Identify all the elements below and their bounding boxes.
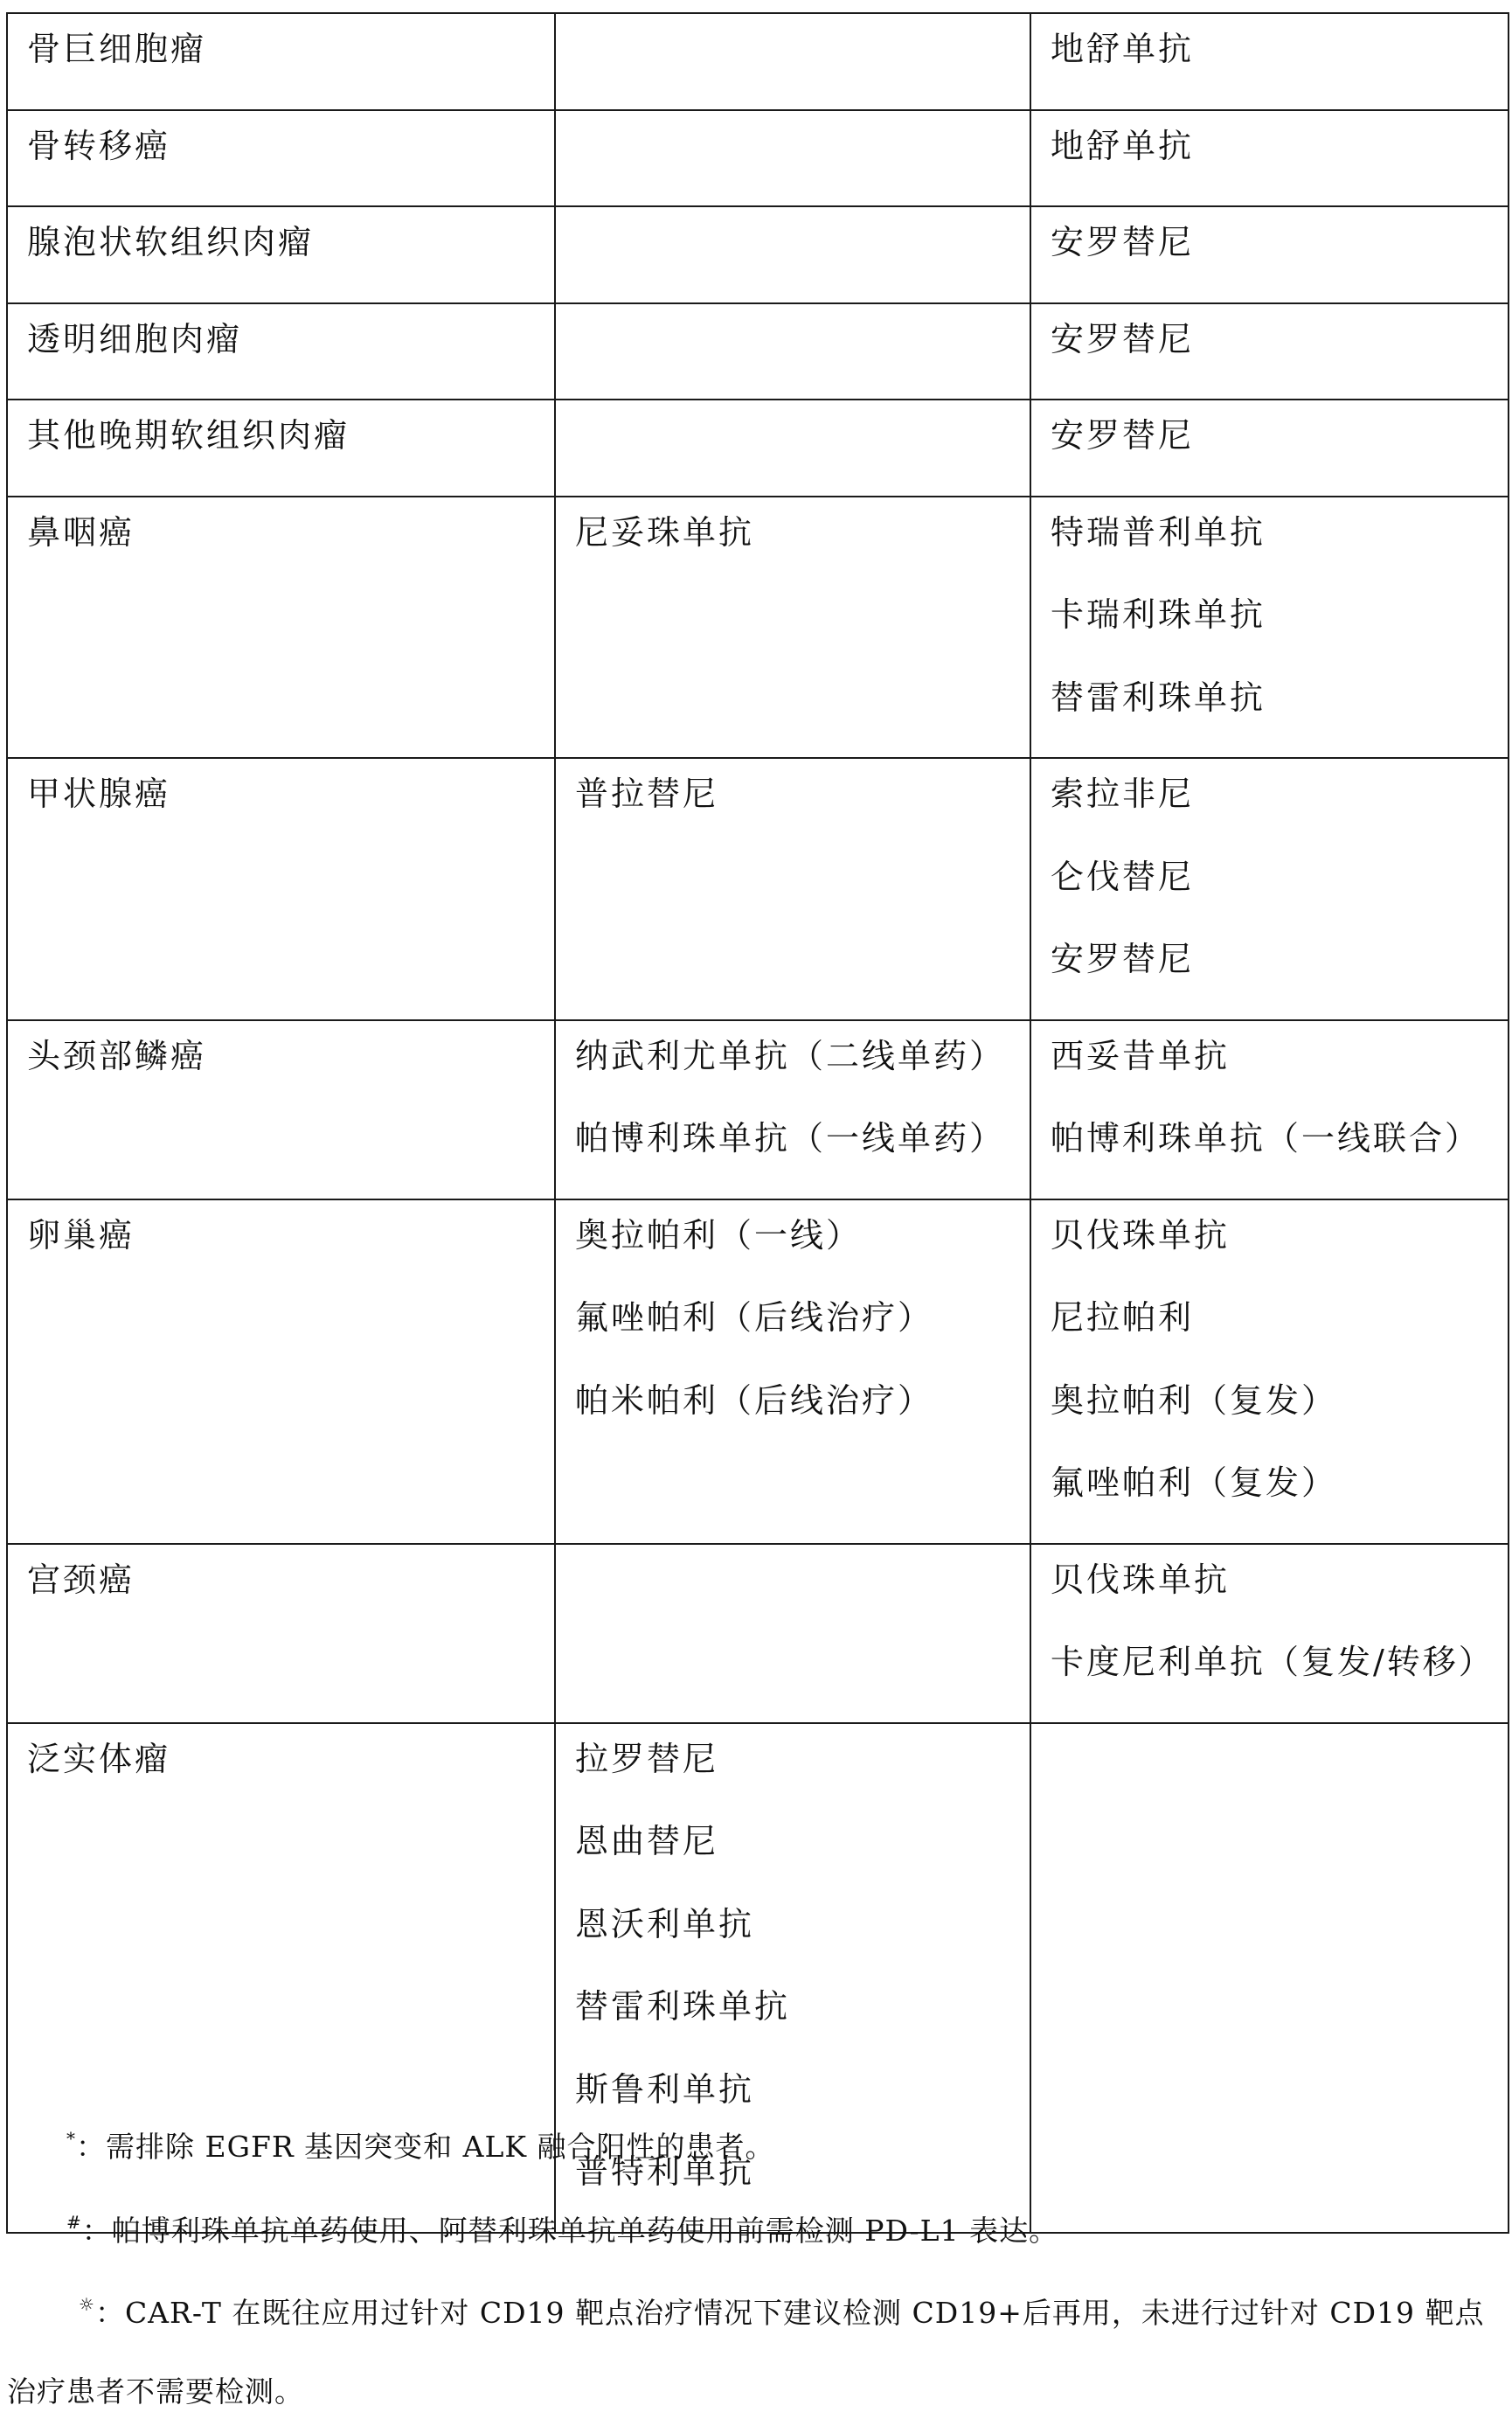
- drug-cell-col2: [555, 400, 1030, 497]
- drug-name: 贝伐珠单抗: [1051, 1560, 1231, 1599]
- table-row: [7, 13, 1509, 110]
- footnote-text: ：帕博利珠单抗单药使用、阿替利珠单抗单药使用前需检测 PD-L1 表达。: [81, 2214, 1059, 2248]
- drug-name: 仑伐替尼: [1051, 857, 1195, 896]
- drug-name: 替雷利珠单抗: [575, 1987, 791, 2026]
- footnote-mark: #: [66, 2212, 82, 2233]
- drug-name: 尼妥珠单抗: [575, 512, 755, 552]
- drug-cell-col3: [1030, 303, 1509, 400]
- cancer-type-label: 骨巨细胞瘤: [27, 30, 207, 68]
- drug-cell-col2: [555, 1199, 1030, 1544]
- cancer-type-cell: [7, 303, 555, 400]
- drug-name: 恩曲替尼: [575, 1822, 719, 1860]
- drug-name: 氟唑帕利（复发）: [1051, 1463, 1338, 1502]
- cancer-type-cell: [7, 1199, 555, 1544]
- drug-cell-col2: [555, 1020, 1030, 1199]
- drug-cell-col2: [555, 497, 1030, 759]
- table-row: [7, 1020, 1509, 1199]
- drug-name: 普特利单抗: [575, 2152, 755, 2191]
- footnote-asterisk: [66, 2116, 775, 2170]
- cancer-type-label: 甲状腺癌: [27, 775, 171, 813]
- drug-name: 卡度尼利单抗（复发/转移）: [1051, 1643, 1495, 1681]
- cancer-type-label: 宫颈癌: [27, 1560, 135, 1599]
- drug-name: 氟唑帕利（后线治疗）: [575, 1298, 934, 1337]
- drug-cell-col3: [1030, 1199, 1509, 1544]
- drug-name: 贝伐珠单抗: [1051, 1215, 1231, 1255]
- drug-cell-col3: [1030, 1020, 1509, 1199]
- drug-cell-col2: [555, 758, 1030, 1020]
- drug-name: 奥拉帕利（一线）: [575, 1215, 863, 1255]
- cancer-type-cell: [7, 1020, 555, 1199]
- drug-name: 卡瑞利珠单抗: [1051, 595, 1266, 634]
- drug-cell-col3: [1030, 497, 1509, 759]
- footnote-sun: [79, 2282, 1485, 2336]
- drug-name: 安罗替尼: [1051, 223, 1195, 261]
- drug-cell-col2: [555, 110, 1030, 207]
- drug-name: 特瑞普利单抗: [1051, 512, 1266, 552]
- drug-cell-col2: [555, 303, 1030, 400]
- cancer-type-label: 卵巢癌: [27, 1215, 135, 1255]
- cancer-type-cell: [7, 13, 555, 110]
- footnote-mark: *: [66, 2128, 76, 2149]
- cancer-type-cell: [7, 400, 555, 497]
- cancer-type-cell: [7, 206, 555, 303]
- drug-cell-col3: [1030, 206, 1509, 303]
- drug-name: 西妥昔单抗: [1051, 1036, 1231, 1075]
- cancer-type-label: 骨转移癌: [27, 126, 171, 165]
- drug-name: 地舒单抗: [1051, 30, 1195, 68]
- footnote-continuation: [7, 2369, 304, 2415]
- table-row: [7, 497, 1509, 759]
- drug-name: 替雷利珠单抗: [1051, 678, 1266, 717]
- footnote-text: ：需排除 EGFR 基因突变和 ALK 融合阳性的患者。: [76, 2130, 775, 2164]
- drug-name: 安罗替尼: [1051, 416, 1195, 455]
- footnote-text: 治疗患者不需要检测。: [7, 2374, 304, 2409]
- drug-cell-col2: [555, 13, 1030, 110]
- drug-cell-col3: [1030, 1723, 1509, 2233]
- table-row: [7, 1544, 1509, 1723]
- cancer-type-cell: [7, 110, 555, 207]
- drug-name: 斯鲁利单抗: [575, 2069, 755, 2109]
- cancer-type-cell: [7, 497, 555, 759]
- drug-name: 帕博利珠单抗（一线单药）: [575, 1119, 1006, 1157]
- drug-cell-col3: [1030, 400, 1509, 497]
- cancer-type-cell: [7, 758, 555, 1020]
- drug-name: 地舒单抗: [1051, 126, 1195, 165]
- cancer-type-label: 泛实体瘤: [27, 1739, 171, 1778]
- cancer-type-label: 头颈部鳞癌: [27, 1036, 207, 1075]
- drug-name: 拉罗替尼: [575, 1739, 719, 1778]
- table-row: [7, 1199, 1509, 1544]
- table-row: [7, 206, 1509, 303]
- drug-name: 恩沃利单抗: [575, 1904, 755, 1943]
- drug-cell-col3: [1030, 1544, 1509, 1723]
- drug-cell-col2: [555, 1544, 1030, 1723]
- drug-indication-table: [6, 12, 1509, 2234]
- table-row: [7, 758, 1509, 1020]
- cancer-type-label: 腺泡状软组织肉瘤: [27, 223, 315, 261]
- drug-name: 帕米帕利（后线治疗）: [575, 1380, 934, 1420]
- drug-cell-col3: [1030, 110, 1509, 207]
- cancer-type-label: 鼻咽癌: [27, 512, 135, 552]
- drug-cell-col3: [1030, 13, 1509, 110]
- drug-name: 奥拉帕利（复发）: [1051, 1380, 1338, 1420]
- drug-cell-col2: [555, 206, 1030, 303]
- table-body: [7, 13, 1509, 2233]
- drug-name: 普拉替尼: [575, 775, 719, 813]
- footnote-hash: [66, 2200, 1058, 2254]
- table-row: [7, 110, 1509, 207]
- drug-name: 纳武利尤单抗（二线单药）: [575, 1036, 1006, 1075]
- drug-name: 尼拉帕利: [1051, 1298, 1195, 1337]
- table-row: [7, 303, 1509, 400]
- drug-cell-col3: [1030, 758, 1509, 1020]
- cancer-type-cell: [7, 1544, 555, 1723]
- drug-name: 帕博利珠单抗（一线联合）: [1051, 1119, 1481, 1157]
- cancer-type-label: 其他晚期软组织肉瘤: [27, 416, 350, 455]
- table-row: [7, 400, 1509, 497]
- drug-name: 索拉非尼: [1051, 775, 1195, 813]
- footnote-text: ：CAR-T 在既往应用过针对 CD19 靶点治疗情况下建议检测 CD19+后再用，未进行过针对 CD19 靶点: [94, 2296, 1485, 2330]
- cancer-type-label: 透明细胞肉瘤: [27, 319, 243, 358]
- drug-name: 安罗替尼: [1051, 940, 1195, 978]
- footnote-mark: ☼: [79, 2294, 95, 2315]
- drug-name: 安罗替尼: [1051, 319, 1195, 358]
